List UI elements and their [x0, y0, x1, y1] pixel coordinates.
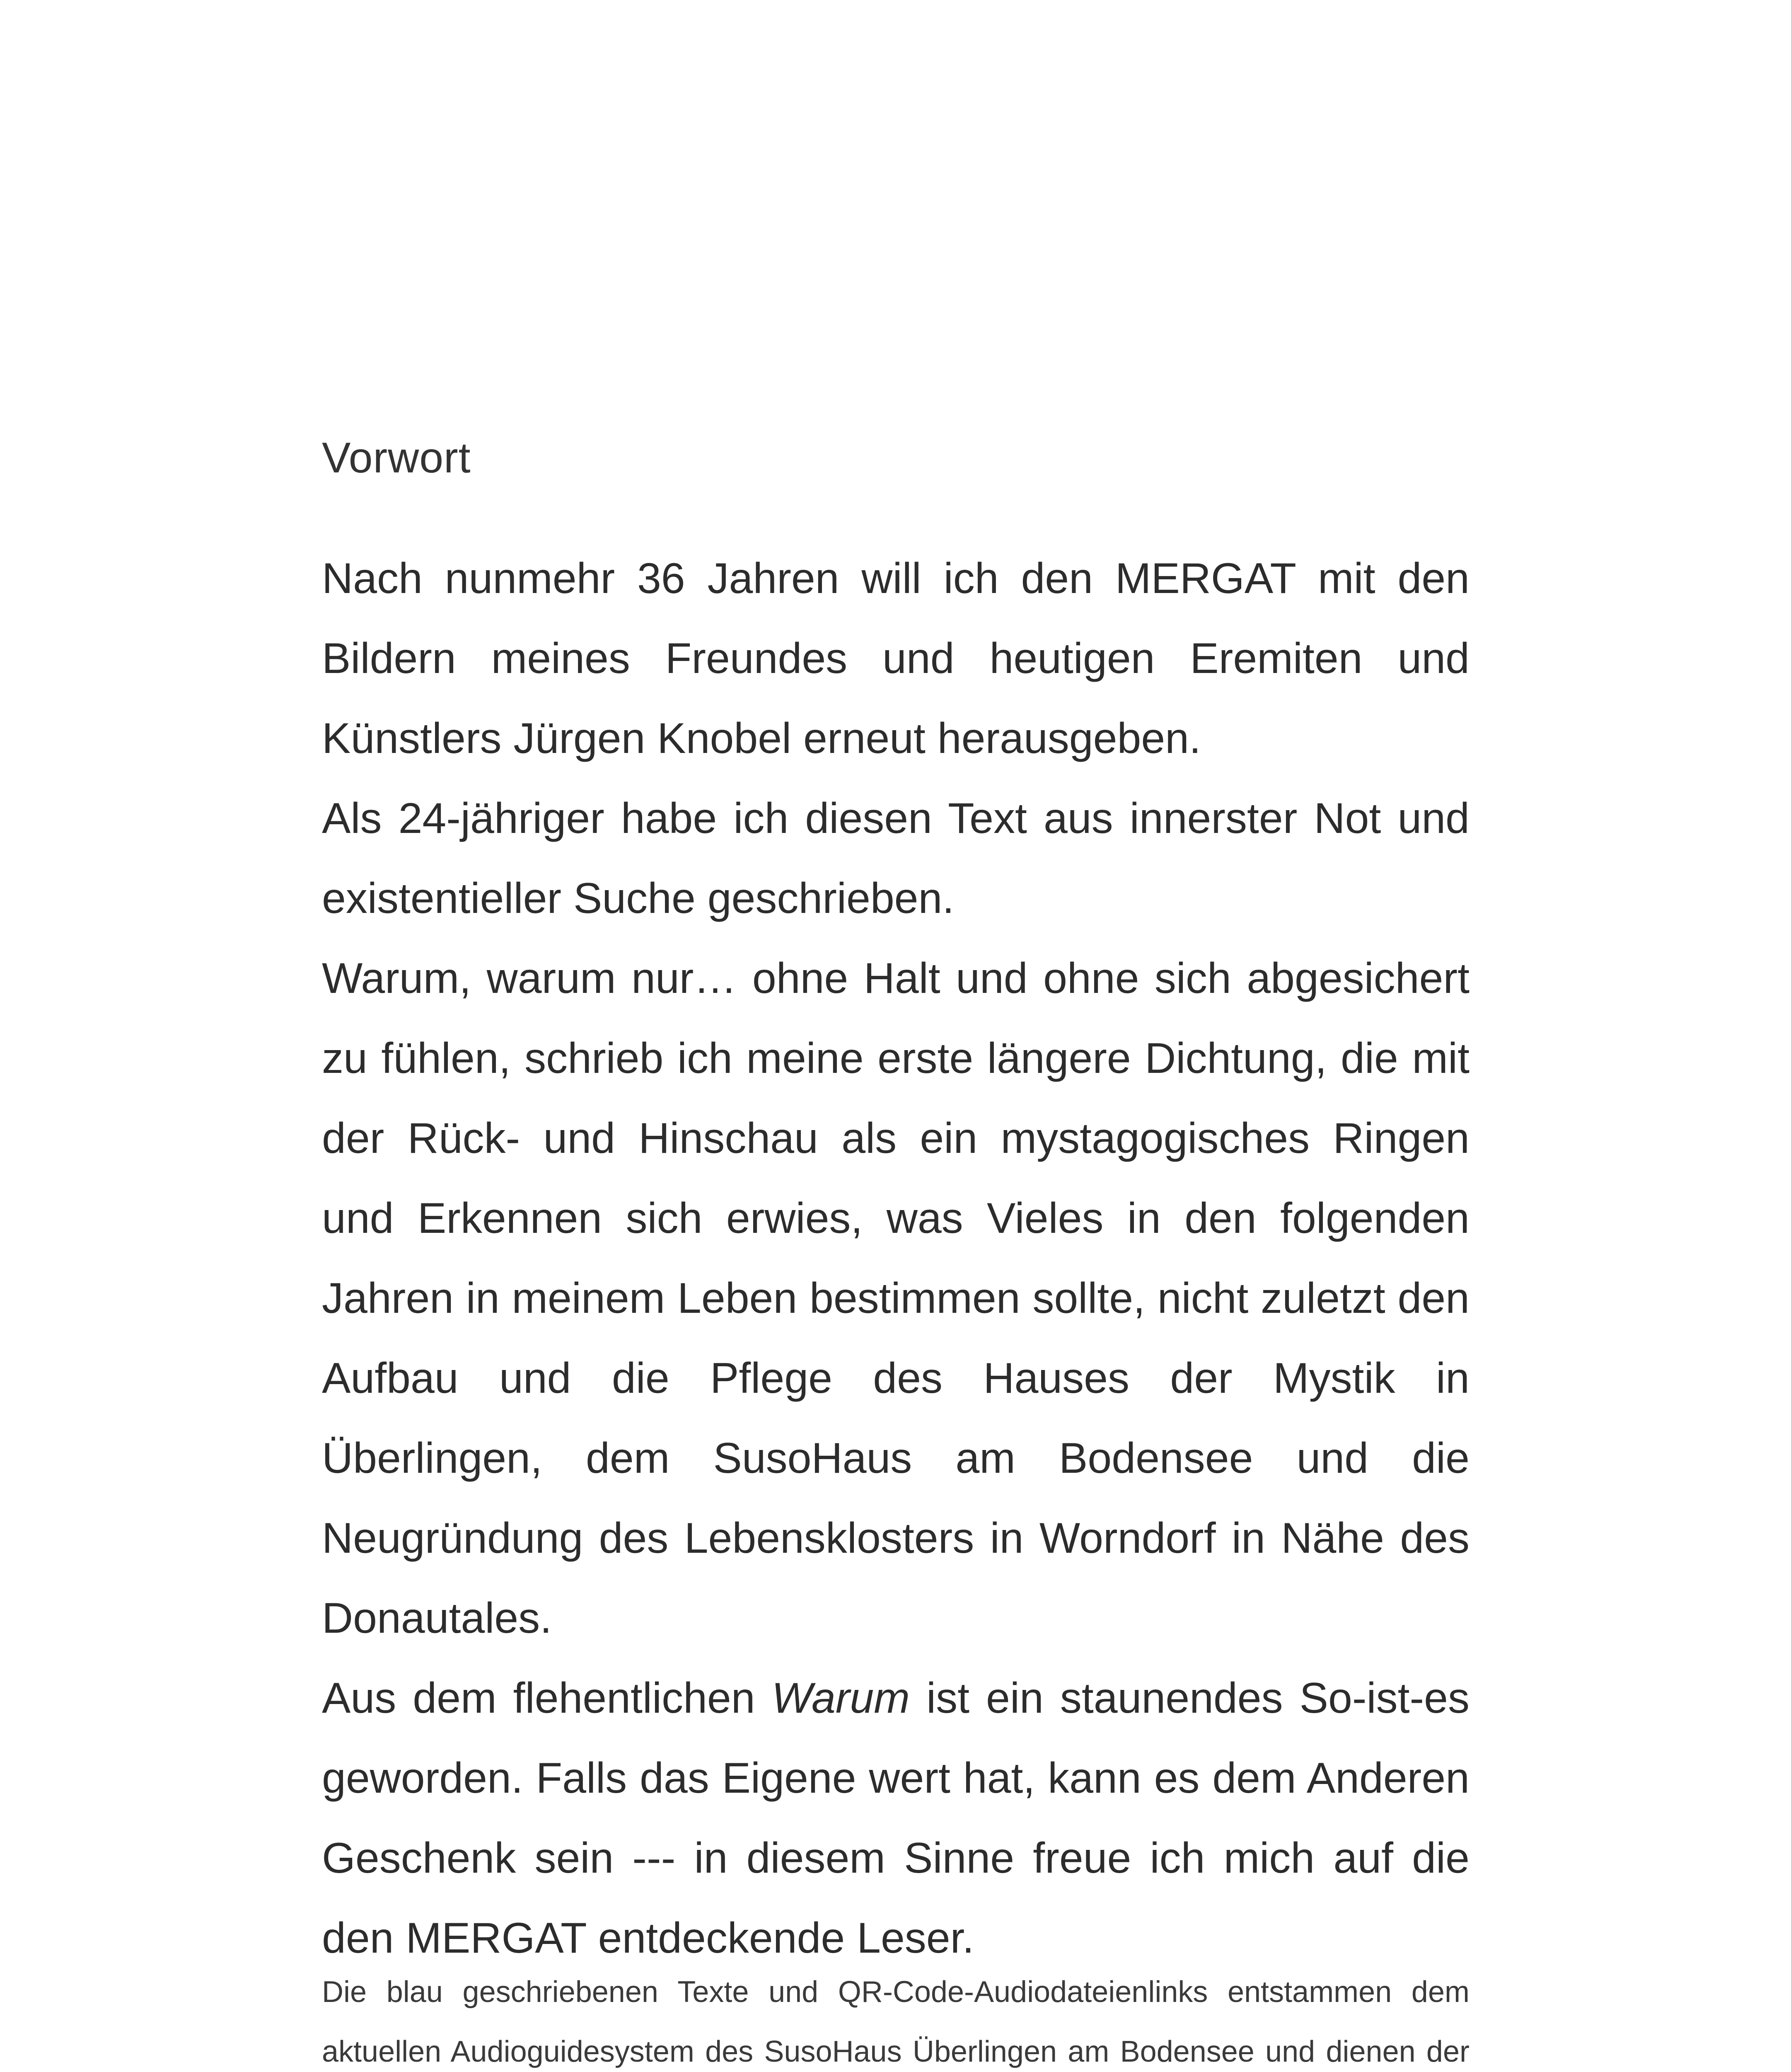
paragraph-4-start: Aus dem flehentlichen — [322, 1674, 772, 1722]
paragraph-4-end: ist ein staunendes So-ist-es geworden. Falls das Eigene wert hat, kann es dem Anderen Geschenk sein --- in diesem Sinne freue ich mich auf die den MERGAT entdeckende Leser. — [322, 1674, 1470, 1962]
page-title: Vorwort — [322, 434, 471, 482]
paragraph-1: Nach nunmehr 36 Jahren will ich den MERGAT mit den Bildern meines Freundes und heutigen Eremiten und Künstlers Jürgen Knobel erneut herausgeben. — [322, 554, 1470, 762]
paragraph-4 — [322, 1658, 1470, 1978]
paragraph-4-emphasis: Warum — [771, 1674, 910, 1722]
audio-guide-note: Die blau geschriebenen Texte und QR-Code-Audiodateienlinks entstammen dem aktuellen Audioguidesystem des SusoHaus Überlingen am Bodensee und dienen der — [322, 1975, 1470, 2068]
foreword-body — [322, 539, 1470, 1978]
paragraph-2: Als 24-jähriger habe ich diesen Text aus innerster Not und existentieller Suche geschrieben. — [322, 794, 1470, 922]
paragraph-3: Warum, warum nur… ohne Halt und ohne sich abgesichert zu fühlen, schrieb ich meine erste längere Dichtung, die mit der Rück- und Hinschau als ein mystagogisches Ringen und Erkennen sich erwies, was Vieles in den folgenden Jahren in meinem Leben bestimmen sollte, nicht zuletzt den Aufbau und die Pflege des Hauses der Mystik in Überlingen, dem SusoHaus am Bodensee und die Neugründung des Lebensklosters in Worndorf in Nähe des Donautales. — [322, 954, 1470, 1642]
